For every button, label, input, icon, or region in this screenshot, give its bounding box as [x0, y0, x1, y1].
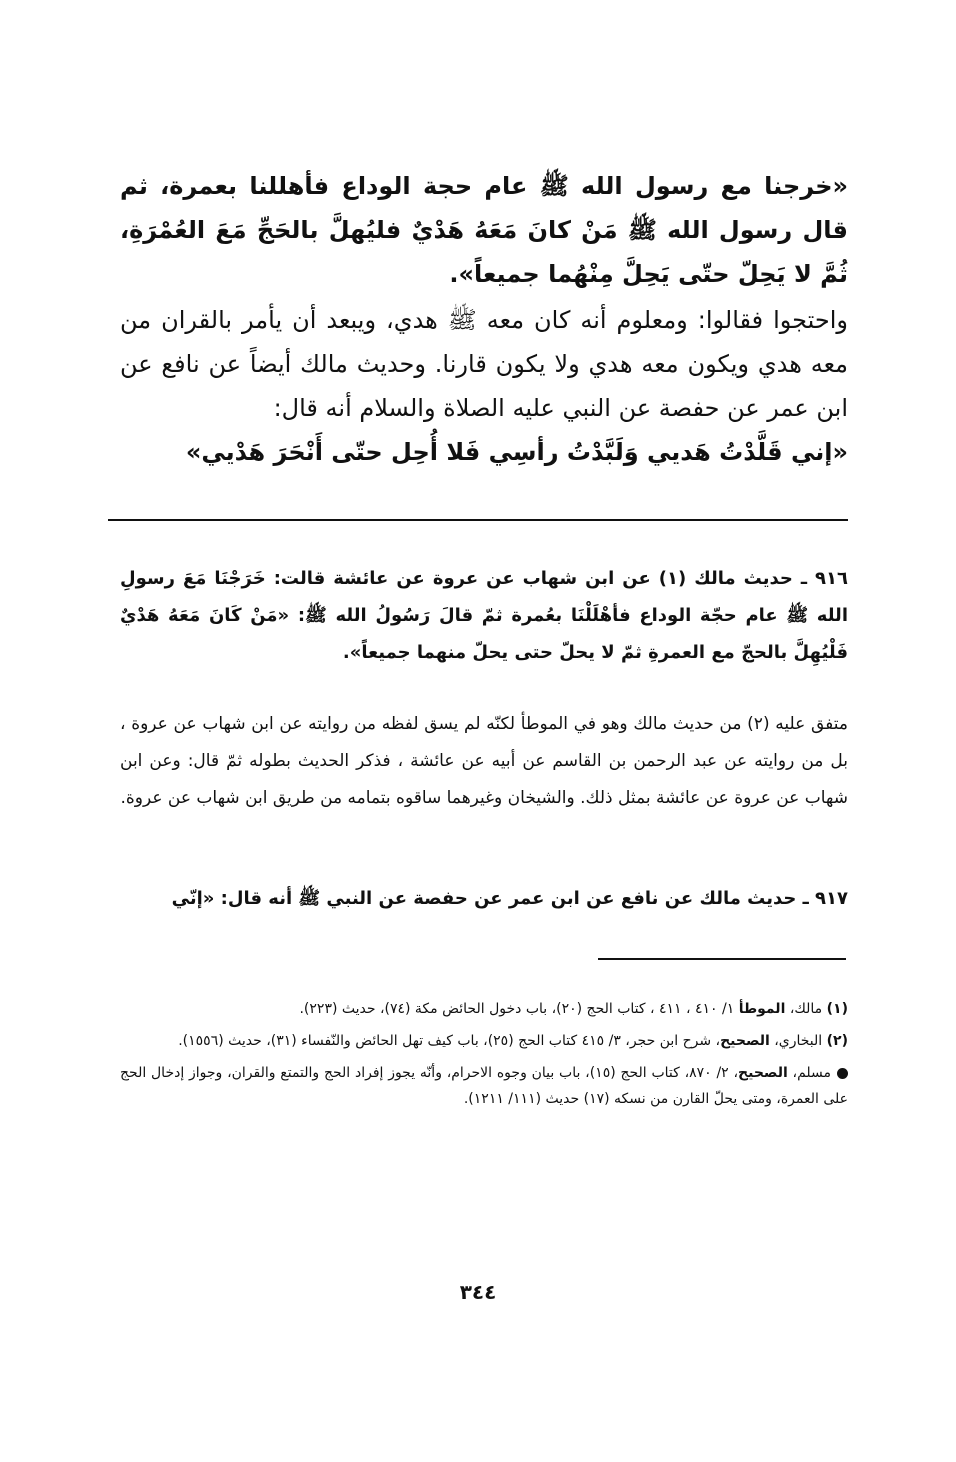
footnote-1-number: (١): [826, 1001, 848, 1017]
hadith-916: [120, 560, 848, 671]
hadith-917-text: ٩١٧ ـ حديث مالك عن نافع عن ابن عمر عن حفصة عن النبي ﷺ أنه قال: «إنّي: [171, 888, 848, 909]
footnote-2-number: (٢): [826, 1033, 848, 1049]
footnote-2-ref: ، شرح ابن حجر، ٣/ ٤١٥ كتاب الحج (٢٥)، باب كيف تهل الحائض والنّفساء (٣١)، حديث (١٥٥٦).: [178, 1033, 721, 1049]
footnote-2: [120, 1028, 848, 1054]
footnote-divider: [598, 958, 846, 960]
section-divider: [108, 519, 848, 521]
quote-hadith-hafsa: «إني قَلَّدْتُ هَديي وَلَبَّدْتُ رأسِي فَلا أُحِل حتّى أَنْحَرَ هَدْيي»: [185, 438, 848, 466]
footnote-1-title: الموطأ: [738, 1001, 786, 1017]
footnote-3-author: مسلم،: [787, 1065, 832, 1081]
footnote-1-author: مالك،: [785, 1001, 823, 1017]
footnote-3: [120, 1060, 848, 1112]
hadith-916-text: ٩١٦ ـ حديث مالك (١) عن ابن شهاب عن عروة عن عائشة قالت: خَرَجْنَا مَعَ رسولِ الله ﷺ عام حجّة الوداع فأهْلَلْنَا بعُمرة ثمّ قالَ رَسُولُ الله ﷺ: «مَنْ كَانَ مَعَهُ هَدْيٌ فَلْيُهِلَّ بالحجّ مع العمرةِ ثمّ لا يحلّ حتى يحلّ منهما جميعاً».: [120, 568, 848, 663]
footnote-3-title: الصحيح: [738, 1065, 788, 1081]
footnotes: [120, 996, 848, 1118]
argument-paragraph: واحتجوا فقالوا: ومعلوم أنه كان معه ﷺ هدي، ويبعد أن يأمر بالقران من معه هدي ويكون معه هدي ولا يكون قارنا. وحديث مالك أيضاً عن نافع عن ابن عمر عن حفصة عن النبي عليه الصلاة والسلام أنه قال:: [120, 306, 848, 422]
commentary-text: متفق عليه (٢) من حديث مالك وهو في الموطأ لكنّه لم يسق لفظه من روايته عن ابن شهاب عن عروة ، بل من روايته عن عبد الرحمن بن القاسم عن أبيه عن عائشة ، فذكر الحديث بطوله ثمّ قال: وعن ابن شهاب عن عروة عن عائشة بمثل ذلك. والشيخان وغيرهما ساقوه بتمامه من طريق ابن شهاب عن عروة.: [120, 714, 849, 808]
commentary-paragraph: [120, 706, 848, 817]
bullet-icon: [837, 1068, 848, 1079]
page-number: ٣٤٤: [459, 1280, 497, 1304]
footnote-2-author: البخاري،: [769, 1033, 823, 1049]
hadith-917: [120, 880, 848, 917]
footnote-3-ref: ، ٢/ ٨٧٠، كتاب الحج (١٥)، باب بيان وجوه الاحرام، وأنّه يجوز إفراد الحج والتمتع والقران، وجواز إدخال الحج على العمرة، ومتى يحلّ القارن من نسكه (١٧) حديث (١١١/ ١٢١١).: [120, 1065, 848, 1107]
footnote-1-ref: ١/ ٤١٠ ، ٤١١ ، كتاب الحج (٢٠)، باب دخول الحائض مكة (٧٤)، حديث (٢٢٣).: [299, 1001, 739, 1017]
top-text-block: [120, 164, 848, 474]
footnote-1: [120, 996, 848, 1022]
footnote-2-title: الصحيح: [720, 1033, 770, 1049]
quote-hadith: «خرجنا مع رسول الله ﷺ عام حجة الوداع فأهللنا بعمرة، ثم قال رسول الله ﷺ مَنْ كانَ مَعَهُ هَدْيٌ فليُهلَّ بالحَجِّ مَعَ العُمْرَةِ، ثُمَّ لا يَحِلّ حتّى يَحِلَّ مِنْهُما جميعاً».: [120, 172, 848, 288]
